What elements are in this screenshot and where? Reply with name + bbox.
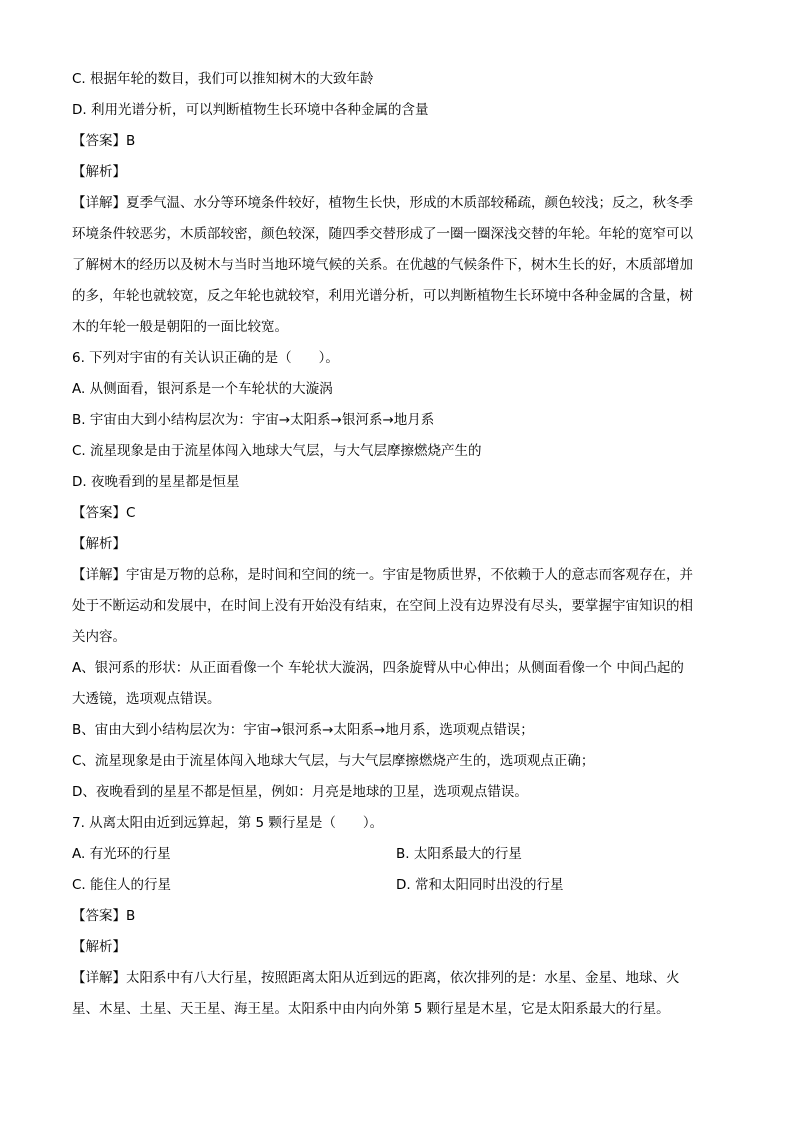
explanation-q7-line1: 【详解】太阳系中有八大行星，按照距离太阳从近到远的距离，依次排列的是：水星、金星、地球、火	[72, 970, 680, 986]
analysis-heading-q7: 【解析】	[72, 939, 126, 955]
answer-q6: 【答案】C	[72, 505, 136, 521]
explanation-q6-c: C、流星现象是由于流星体闯入地球大气层，与大气层摩擦燃烧产生的，选项观点正确；	[72, 753, 595, 769]
explanation-q6-line2: 处于不断运动和发展中，在时间上没有开始没有结束，在空间上没有边界没有尽头，要掌握宇宙知识的相	[72, 598, 693, 614]
options-row-1-q7	[72, 839, 724, 870]
option-d-q6: D. 夜晚看到的星星都是恒星	[72, 474, 240, 490]
analysis-heading-q6: 【解析】	[72, 536, 126, 552]
question-6: 6. 下列对宇宙的有关认识正确的是（ ）。	[72, 350, 339, 366]
explanation-q5-line1: 【详解】夏季气温、水分等环境条件较好，植物生长快，形成的木质部较稀疏，颜色较浅；反之，秋冬季	[72, 195, 693, 211]
explanation-q6-b: B、宙由大到小结构层次为：宇宙→银河系→太阳系→地月系，选项观点错误；	[72, 722, 534, 738]
explanation-q5-line4: 的多，年轮也就较宽，反之年轮也就较窄，利用光谱分析，可以判断植物生长环境中各种金属的含量，树	[72, 288, 693, 304]
explanation-q6-a-line1: A、银河系的形状：从正面看像一个 车轮状大漩涡，四条旋臂从中心伸出；从侧面看像一个 中间凸起的	[72, 660, 684, 676]
explanation-q6-a-line2: 大透镜，选项观点错误。	[72, 691, 221, 707]
option-a-q6: A. 从侧面看，银河系是一个车轮状的大漩涡	[72, 381, 333, 397]
option-c-q6: C. 流星现象是由于流星体闯入地球大气层，与大气层摩擦燃烧产生的	[72, 443, 482, 459]
analysis-heading-q5: 【解析】	[72, 164, 126, 180]
explanation-q5-line5: 木的年轮一般是朝阳的一面比较宽。	[72, 319, 288, 335]
explanation-q6-line1: 【详解】宇宙是万物的总称，是时间和空间的统一。宇宙是物质世界，不依赖于人的意志而客观存在，并	[72, 567, 693, 583]
option-c-q7: C. 能住人的行星	[72, 877, 172, 893]
option-a-q7: A. 有光环的行星	[72, 846, 171, 862]
explanation-q7-line2: 星、木星、土星、天王星、海王星。太阳系中由内向外第 5 颗行星是木星，它是太阳系最大的行星。	[72, 1001, 670, 1017]
explanation-q6-line3: 关内容。	[72, 629, 126, 645]
option-d-q5: D. 利用光谱分析，可以判断植物生长环境中各种金属的含量	[72, 102, 429, 118]
option-d-q7: D. 常和太阳同时出没的行星	[396, 877, 564, 893]
explanation-q5-line3: 了解树木的经历以及树木与当时当地环境气候的关系。在优越的气候条件下，树木生长的好，木质部增加	[72, 257, 693, 273]
explanation-q5-line2: 环境条件较恶劣，木质部较密，颜色较深，随四季交替形成了一圈一圈深浅交替的年轮。年轮的宽窄可以	[72, 226, 693, 242]
answer-q5: 【答案】B	[72, 133, 136, 149]
option-b-q6: B. 宇宙由大到小结构层次为：宇宙→太阳系→银河系→地月系	[72, 412, 435, 428]
question-7: 7. 从离太阳由近到远算起，第 5 颗行星是（ ）。	[72, 815, 384, 831]
document-content	[72, 64, 724, 1025]
answer-q7: 【答案】B	[72, 908, 136, 924]
option-b-q7: B. 太阳系最大的行星	[396, 846, 522, 862]
explanation-q6-d: D、夜晚看到的星星不都是恒星，例如：月亮是地球的卫星，选项观点错误。	[72, 784, 528, 800]
option-c-q5: C. 根据年轮的数目，我们可以推知树木的大致年龄	[72, 71, 374, 87]
options-row-2-q7	[72, 870, 724, 901]
